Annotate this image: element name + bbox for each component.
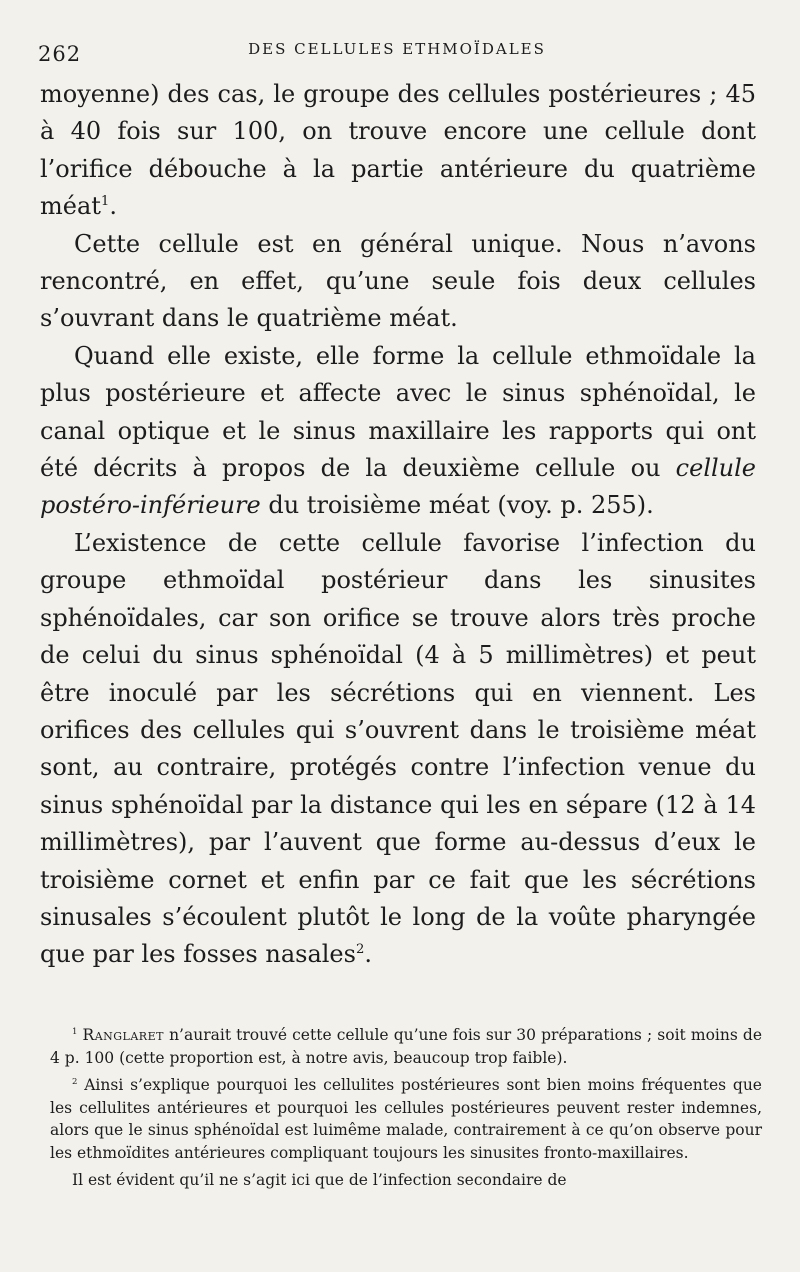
paragraph-4: [40, 525, 756, 974]
footnote-1-marker: 1: [72, 1026, 78, 1037]
italic-term: cellule postéro-inférieure: [40, 454, 757, 520]
footnote-ref-2: 2: [355, 942, 365, 958]
footnote-ref-1: 1: [100, 194, 110, 210]
page-header: [38, 38, 756, 68]
paragraph-1-text: moyenne) des cas, le groupe des cellules postérieures ; 45 à 40 fois sur 100, on trouve encore une cellule dont l’orifice débouche à la partie antérieure du quatrième méat: [40, 80, 756, 221]
paragraph-1: [40, 76, 756, 226]
footnote-1-text: n’aurait trouvé cette cellule qu’une fois sur 30 préparations ; soit moins de 4 p. 100 (cette proportion est, à notre avis, beaucoup trop faible).: [50, 1026, 762, 1067]
footnote-2: [50, 1074, 762, 1164]
footnote-2-continued: Il est évident qu’il ne s’agit ici que de l’infection secondaire de: [72, 1171, 567, 1189]
footnote-1-author: Ranglaret: [82, 1026, 164, 1044]
body-text: [40, 76, 756, 974]
footnotes: [50, 1024, 762, 1197]
paragraph-1-end: .: [109, 192, 117, 221]
page-number: 262: [38, 42, 82, 66]
footnote-2-text: Ainsi s’explique pourquoi les cellulites postérieures sont bien moins fréquentes que les cellulites antérieures et pourquoi les cellules postérieures peuvent rester indemnes, alors que le sinus sphénoïdal est luimême malade, contrairement à ce qu’on observe pour les ethmoïdites antérieures compliquant toujours les sinusites fronto-maxillaires.: [50, 1076, 762, 1162]
footnote-2-marker: 2: [72, 1076, 78, 1087]
footnote-1: [50, 1024, 762, 1069]
paragraph-4-end: .: [364, 940, 372, 969]
paragraph-4-text: L’existence de cette cellule favorise l’infection du groupe ethmoïdal postérieur dans les sinusites sphénoïdales, car son orifice se trouve alors très proche de celui du sinus sphénoïdal (4 à 5 millimètres) et peut être inoculé par les sécrétions qui en viennent. Les orifices des cellules qui s’ouvrent dans le troisième méat sont, au contraire, protégés contre l’infection venue du sinus sphénoïdal par la distance qui les en sépare (12 à 14 millimètres), par l’auvent que forme au-dessus d’eux le troisième cornet et enfin par ce fait que les sécrétions sinusales s’écoulent plutôt le long de la voûte pharyngée que par les fosses nasales: [40, 528, 756, 969]
paragraph-3-text-b: du troisième méat (voy. p. 255).: [268, 491, 654, 520]
paragraph-3: [40, 338, 756, 525]
running-title: DES CELLULES ETHMOÏDALES: [248, 40, 546, 58]
paragraph-2: Cette cellule est en général unique. Nous n’avons rencontré, en effet, qu’une seule fois deux cellules s’ouvrant dans le quatrième méat.: [40, 229, 756, 333]
paragraph-3-text-a: Quand elle existe, elle forme la cellule ethmoïdale la plus postérieure et affecte avec le sinus sphénoïdal, le canal optique et le sinus maxillaire les rapports qui ont été décrits à propos de la deuxième cellule ou: [40, 341, 756, 483]
